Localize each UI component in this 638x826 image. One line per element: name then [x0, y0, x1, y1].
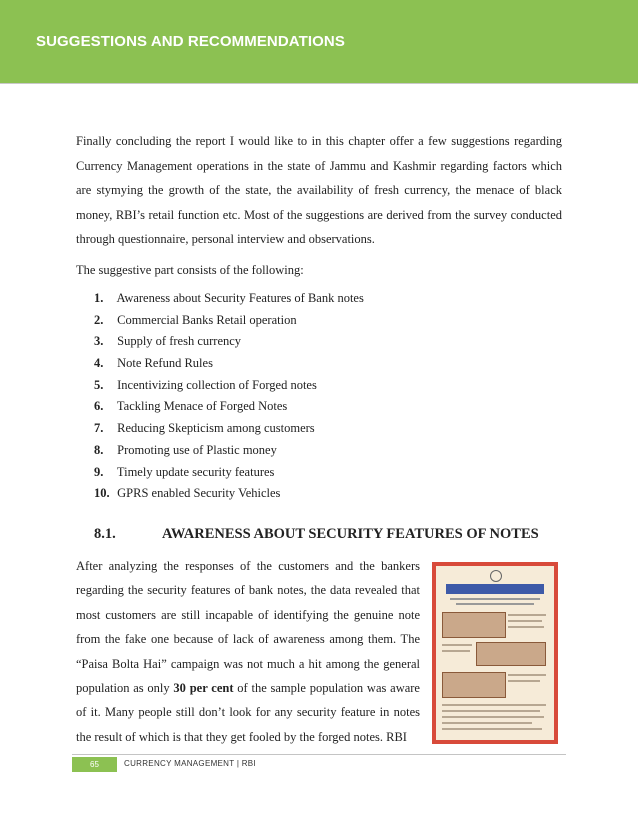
poster-text-line — [508, 614, 546, 616]
page-number-box — [72, 757, 117, 772]
banknote-reverse-icon — [442, 672, 506, 698]
poster-text-line — [442, 650, 470, 652]
list-item — [94, 418, 364, 440]
poster-text-line — [442, 722, 532, 724]
list-item — [94, 483, 364, 505]
footer-divider — [72, 754, 566, 755]
poster-text-line — [442, 704, 546, 706]
suggestive-intro: The suggestive part consists of the following: — [76, 263, 304, 277]
suggestion-list — [94, 288, 364, 505]
know-your-banknote-poster-image — [432, 562, 558, 744]
list-item-text: Awareness about Security Features of Bank notes — [116, 291, 364, 305]
poster-text-line — [442, 644, 472, 646]
list-item-text: Note Refund Rules — [117, 356, 213, 371]
list-item-text: Reducing Skepticism among customers — [117, 421, 315, 436]
poster-content — [436, 566, 554, 740]
list-item-text: Supply of fresh currency — [117, 334, 242, 349]
poster-text-line — [442, 728, 542, 730]
poster-text-line — [508, 626, 544, 628]
poster-text-line — [508, 674, 546, 676]
list-item-number: 8. — [94, 442, 104, 457]
list-item-number: 4. — [94, 356, 104, 371]
list-item — [94, 331, 364, 353]
list-item-text: Incentivizing collection of Forged notes — [117, 377, 317, 392]
list-item-number: 5. — [94, 377, 104, 392]
list-item-text: Timely update security features — [116, 464, 275, 479]
footer-text: CURRENCY MANAGEMENT | RBI — [124, 759, 256, 768]
page-number: 65 — [90, 760, 99, 769]
poster-text-line — [456, 603, 534, 605]
list-item-text: GPRS enabled Security Vehicles — [117, 486, 281, 501]
list-item-number: 7. — [94, 421, 104, 436]
poster-text-line — [442, 710, 540, 712]
section-title: AWARENESS ABOUT SECURITY FEATURES OF NOTES — [162, 526, 539, 542]
list-item-number: 6. — [94, 399, 104, 414]
list-item-number: 3. — [94, 334, 104, 349]
list-item — [94, 310, 364, 332]
header-banner — [0, 0, 638, 83]
poster-text-line — [442, 716, 544, 718]
list-item-text: Promoting use of Plastic money — [117, 442, 277, 457]
list-item-number: 10. — [94, 486, 110, 501]
poster-text-line — [450, 598, 540, 600]
section-body-text-end: of the sample population was aware of it. Many people still don’t look for any security feature in notes the result of which is that they get fooled by the forged notes. RBI — [76, 681, 420, 744]
section-body-text: After analyzing the responses of the customers and the bankers regarding the security features of bank notes, the data revealed that most customers are still incapable of identifying the genuine note from the fake one because of lack of awareness among them. The “Paisa Bolta Hai” campaign was not much a hit among the general population as only — [76, 559, 420, 696]
banknote-detail-icon — [476, 642, 546, 666]
list-item — [94, 462, 364, 484]
poster-text-line — [508, 620, 542, 622]
banknote-obverse-icon — [442, 612, 506, 638]
list-item-text: Tackling Menace of Forged Notes — [116, 399, 288, 414]
list-item — [94, 440, 364, 462]
rbi-seal-icon — [490, 570, 502, 582]
list-item-number: 2. — [94, 312, 104, 327]
page-header-title: SUGGESTIONS AND RECOMMENDATIONS — [36, 33, 345, 50]
list-item — [94, 375, 364, 397]
list-item — [94, 396, 364, 418]
list-item — [94, 353, 364, 375]
list-item — [94, 288, 364, 310]
intro-paragraph: Finally concluding the report I would like to in this chapter offer a few suggestions regarding Currency Management operations in the state of Jammu and Kashmir regarding factors which are stymying the growth of the state, the availability of fresh currency, the menace of black money, RBI’s retail function etc. Most of the suggestions are derived from the survey conducted through questionnaire, personal interview and observations. — [76, 134, 562, 246]
poster-banner — [446, 584, 544, 594]
list-item-number: 1. — [94, 291, 104, 305]
poster-text-line — [508, 680, 540, 682]
section-heading — [94, 526, 539, 543]
list-item-number: 9. — [94, 464, 104, 479]
section-body — [76, 554, 420, 749]
section-body-highlight: 30 per cent — [173, 681, 234, 696]
section-number: 8.1. — [94, 526, 116, 542]
list-item-text: Commercial Banks Retail operation — [117, 312, 297, 327]
header-divider — [0, 83, 638, 84]
